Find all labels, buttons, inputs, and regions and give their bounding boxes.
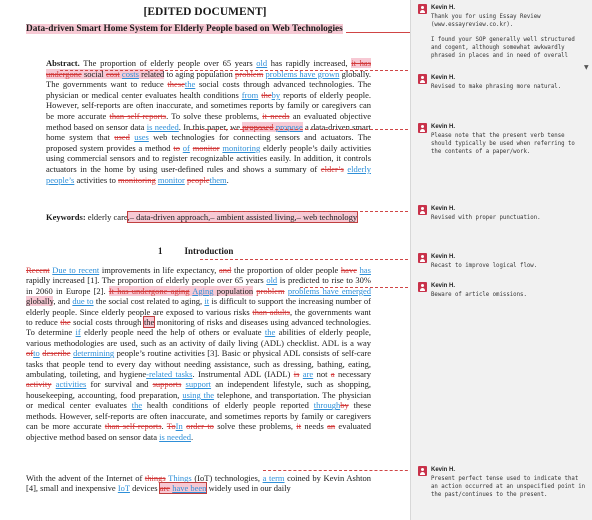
comment-leader-line [346, 32, 418, 33]
comment-leader-line [263, 470, 418, 471]
user-avatar-icon [418, 74, 427, 84]
comment-text: Revised with proper punctuation. [431, 215, 541, 221]
comment-text: Revised to make phrasing more natural. [431, 84, 562, 90]
user-avatar-icon [418, 282, 427, 292]
comment-leader-line [200, 259, 418, 260]
user-avatar-icon [418, 4, 427, 14]
introduction-paragraph-1[interactable]: Recent Due to recent improvements in life expectancy, and the proportion of older people have has rapidly increased [1]. The proportion of elderly people over 65 years old is predicted to rise to 30% in 2060 in Europe [2]. It has undergone aging Aging population problem problems have emerged globally, and due to the social cost related to aging, it is difficult to support the increasing number of elderly people. Since elderly people are exposed to various risks than adults, the governments want to reduce the social costs through the monitoring of risks and diseases using advanced technologies. To determine if elderly people need the help of others or evaluate the abilities of elderly people, various methodologies are used, such as an activity of daily living (ADL) checklist. ADL is a way ofto describe determining people’s routine activities [3]. Basic or physical ADL consists of self-care tasks that people tend to every day without needing assistance, such as dressing, bathing, eating, ambulating, toileting, and hygiene-related tasks. Instrumental ADL (IADL) is are not a necessary activity activities for survival and supports support an independent lifestyle, such as shopping, housekeeping, accounting, food preparation, using the telephone, and transportation. The physician or medical center evaluates the health conditions of elderly people reported throughby these methods. However, self-reports are often inaccurate, and sometimes reports by family or caregivers can be more accurate than self-reports. ToIn order to solve these problems, it needs an evaluated objective method based on sensor data is needed. [26, 265, 372, 442]
comment-leader-line [60, 70, 418, 71]
document-header: [EDITED DOCUMENT] [143, 6, 267, 18]
paper-title[interactable]: Data-driven Smart Home System for Elderly People based on Web Technologies [26, 24, 343, 34]
comment-leader-line [190, 211, 418, 212]
user-avatar-icon [418, 123, 427, 133]
comment-text: Thank you for using Essay Review (www.essayreview.co.kr). I found your SOP generally well structured and cogent, although somewhat awkwardly phrased in places and in need of overall [431, 14, 575, 59]
user-avatar-icon [418, 205, 427, 215]
comment-text: Recast to improve logical flow. [431, 263, 538, 269]
introduction-paragraph-2[interactable]: With the advent of the Internet of things Things (IoT) technologies, a term coined by Kevin Ashton [4], small and inexpensive IoT devices are have been widely used in our daily [26, 473, 371, 494]
comment-text: Present perfect tense used to indicate that an action occurred at an unspecified point in the past/continues to the present. [431, 476, 586, 498]
keywords-paragraph[interactable]: Keywords: elderly care,– data-driven approach,– ambient assisted living,– web technology [46, 212, 358, 222]
comment-text: Please note that the present verb tense should typically be used when referring to the contents of a paper/work. [431, 133, 575, 155]
comment-text: Beware of article omissions. [431, 292, 527, 298]
user-avatar-icon [418, 253, 427, 263]
user-avatar-icon [418, 466, 427, 476]
comment-leader-line [300, 287, 418, 288]
triangle-down-icon[interactable]: ▼ [584, 64, 589, 71]
comment-leader-line [190, 129, 418, 130]
section-heading: 1 Introduction [158, 246, 234, 256]
abstract-paragraph[interactable]: Abstract. The proportion of elderly people over 65 years old has rapidly increased, it has undergone social cost costs related to aging population problem problems have grown globally. The governments want to reduce thesethe social costs through advanced technologies. The physician or medical center evaluates health conditions from theby reports of elderly people. However, self-reports are often inaccurate, and sometimes reports by family or caregivers can be more accurate than self-reports. To solve these problems, it needs an evaluated objective method based on sensor data is needed. In this paper, we proposed propose a data-driven smart home system that used uses web technologies for connecting sensors and actuators. The proposed system provides a method to of monitor monitoring elderly people’s daily activities using commercial sensors and to register recognizable activities easily. In addition, it controls actuators in the home by using user-defined rules and shows a summary of elder’s elderly people’s activities to monitoring monitor peoplethem. [46, 58, 372, 185]
